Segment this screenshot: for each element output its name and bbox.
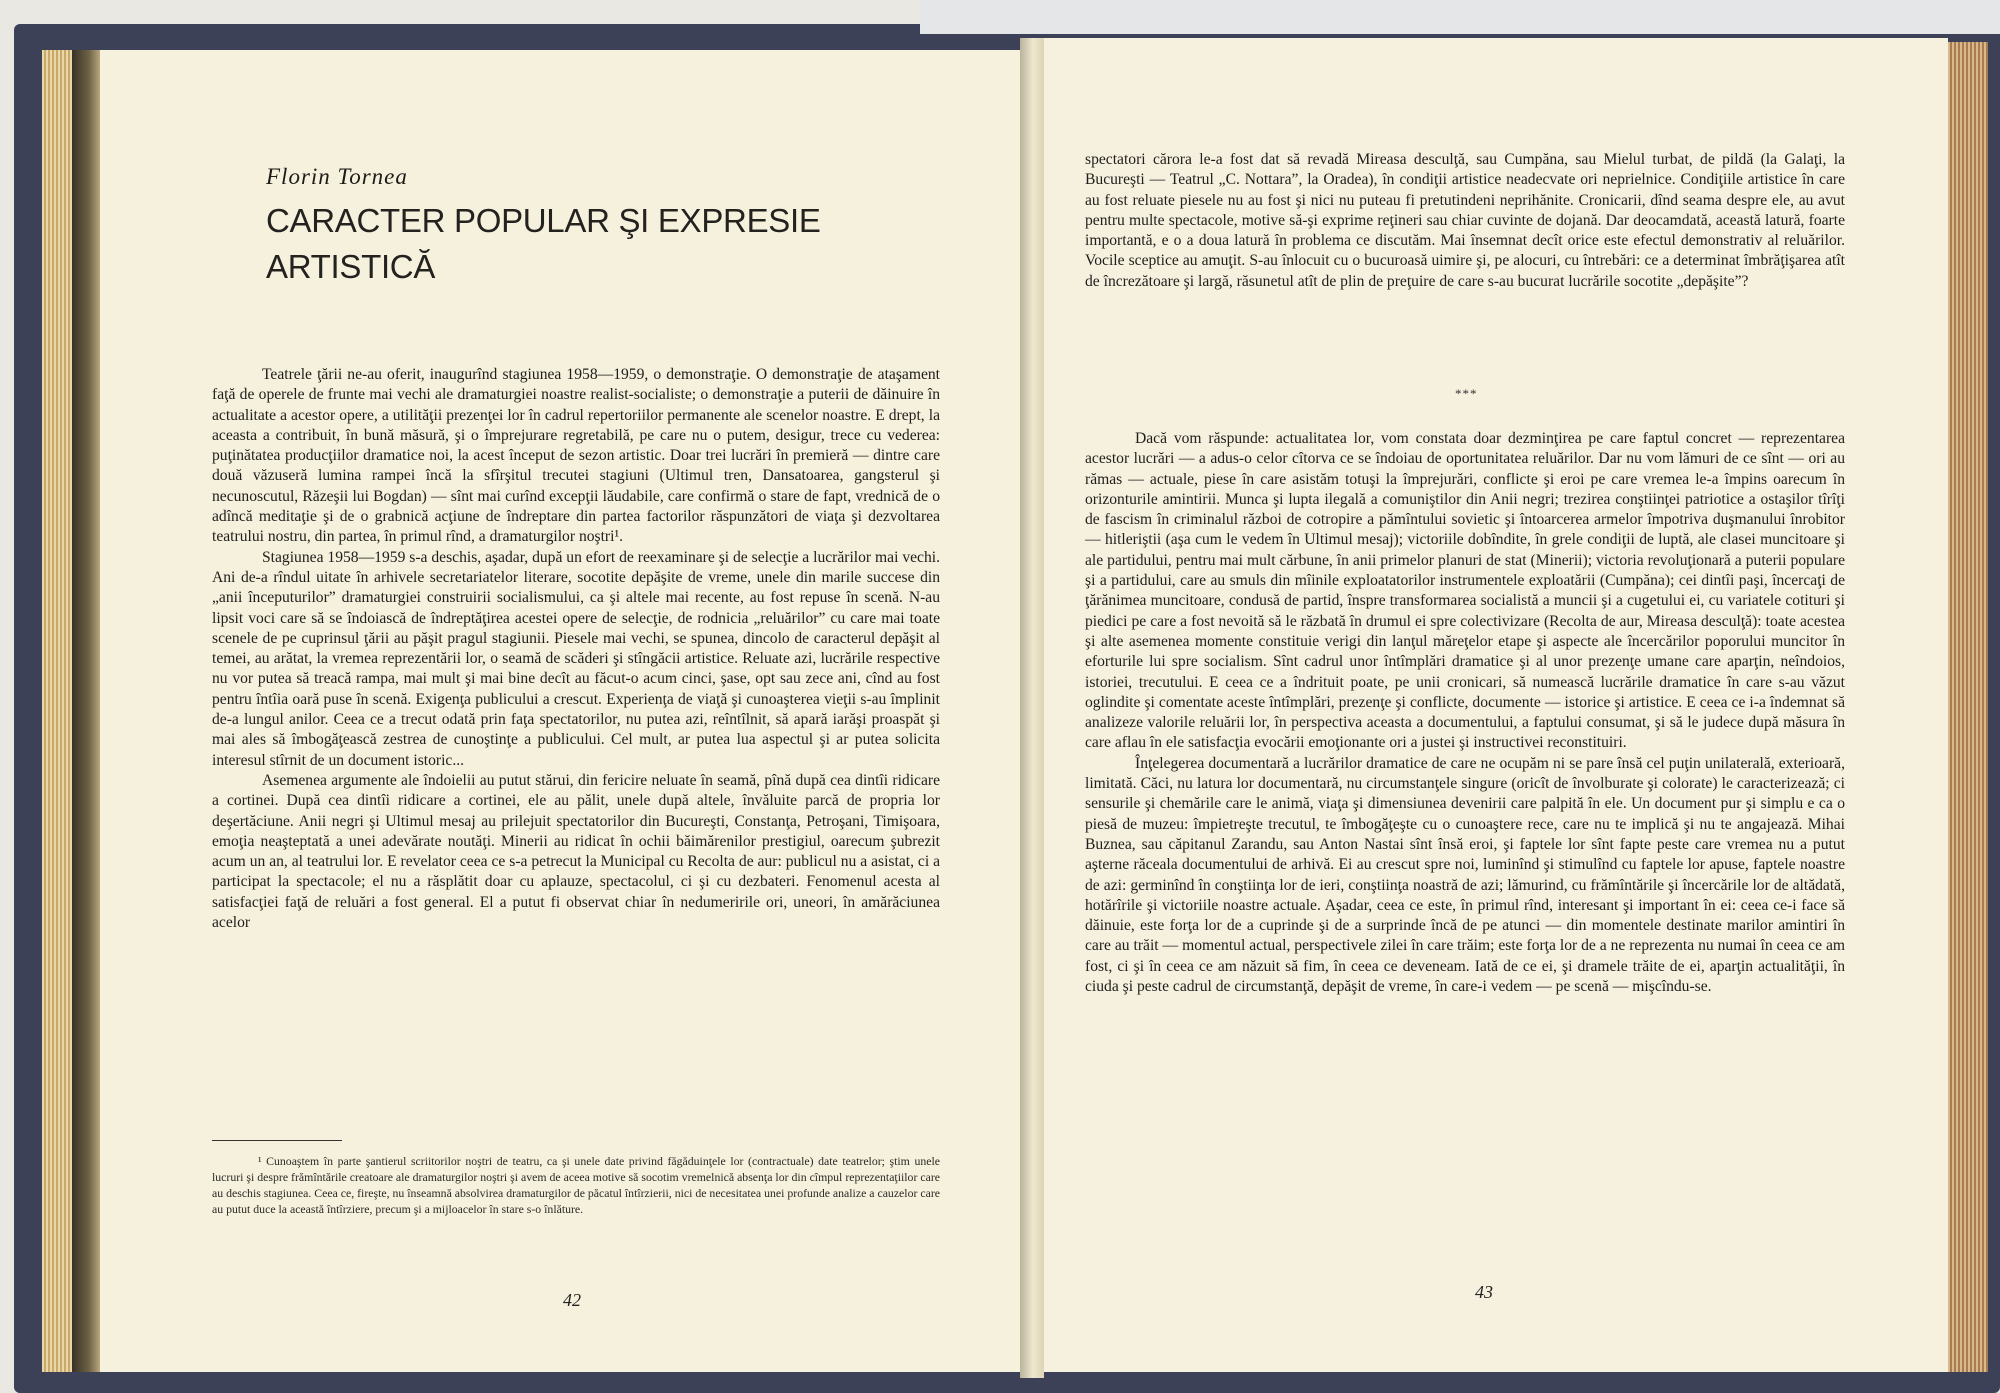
book-spine xyxy=(1020,38,1044,1378)
section-separator: *** xyxy=(1455,386,1478,401)
left-page-body xyxy=(212,365,940,933)
page-edges-right xyxy=(1948,42,1988,1372)
paragraph: Dacă vom răspunde: actualitatea lor, vom constata doar dezminţirea pe care faptul concret — reprezentarea acestor lucrări — a adus-o celor cîtorva ce se îndoiau de oportunitatea reluărilor. Dar nu vom lămuri de ce sînt — ori au rămas — actuale, piese în care asistăm totuşi la împrejurări, conflicte şi eroi pe care vremea le-a împins oarecum în orizonturile amintirii. Munca şi lupta ilegală a comuniştilor din Anii negri; trezirea conştiinţei patriotice a ostaşilor tîrîţi de fascism în criminalul război de cotropire a pămîntului sovietic şi întoarcerea armelor împotriva duşmanului înrobitor — hitleriştii (aşa cum le vedem în Ultimul mesaj); victoriile dobîndite, în grele condiţii de luptă, ale clasei muncitoare şi ale partidului, pentru mai mult cărbune, în anii primelor planuri de stat (Minerii); victoria revoluţionară a puterii populare şi a partidului, care au smuls din mîinile exploatatorilor instrumentele exploatării (Cumpăna); cei dintîi paşi, încercaţi de ţărănimea muncitoare, condusă de partid, înspre transformarea socialistă a muncii şi a cugetului ei, cu variatele cotituri şi piedici pe care a fost nevoită să le răzbată în drumul ei spre colectivizare (Recolta de aur, Mireasa desculţă): toate acestea şi alte asemenea momente constituie verigi din lanţul măreţelor etape şi aspecte ale încercărilor poporului muncitor în eforturile lui spre socialism. Sînt cadrul unor întîmplări dramatice şi al unor prezenţe umane care aparţin, neîndoios, istoriei, trecutului. E ceea ce a îndrituit poate, pe unii cronicari, să numească lucrările dramatice în care s-au văzut oglindite şi comentate aceste întîmplări, prezenţe şi conflicte, documente — istorice şi artistice. E ceea ce i-a îndemnat să analizeze valorile reluării lor, în perspectiva aceasta a documentului, a faptului consumat, şi să le judece după măsura în care aflau în ele satisfacţia evocării emoţionante ori a justei şi instructivei reconstituiri. xyxy=(1085,430,1845,752)
paragraph: Stagiunea 1958—1959 s-a deschis, aşadar, după un efort de reexaminare şi de selecţie a lucrărilor mai vechi. Ani de-a rîndul uitate în arhivele secretariatelor literare, socotite depăşite de vreme, unele din marile succese din „anii începuturilor” dramaturgiei construirii socialismului, ca şi altele mai recente, au fost repuse în scenă. N-au lipsit voci care să se îndoiască de îndreptăţirea acestei opere de selecţie, de rodnicia „reluărilor” cu care mai toate scenele de pe cuprinsul ţării au păşit pragul stagiunii. Piesele mai vechi, se spunea, dincolo de caracterul depăşit al temei, au arătat, la vremea reprezentării lor, o seamă de scăderi şi stîngăcii artistice. Reluate azi, lucrările respective nu vor putea să treacă rampa, mai mult şi mai bine decît au făcut-o acum cinci, şase, opt sau zece ani, cînd au fost pentru întîia oară puse în scenă. Exigenţa publicului a crescut. Experienţa de viaţă şi cunoaşterea vieţii s-au împlinit de-a lungul anilor. Ceea ce a trecut odată prin faţa spectatorilor, nu putea azi, reîntîlnit, să apară iarăşi proaspăt şi mai ales să îmbogăţească zestrea de cunoştinţe a publicului. Cel mult, ar putea lua aspectul şi ar putea solicita interesul stîrnit de un document istoric... xyxy=(212,548,940,769)
paragraph: Înţelegerea documentară a lucrărilor dramatice de care ne ocupăm ni se pare însă cel puţin unilaterală, exterioară, limitată. Căci, nu latura lor documentară, nu circumstanţele singure (oricît de învolburate şi colorate) le caracterizează; ci sensurile şi chemările care le animă, viaţa şi dimensiunea devenirii care palpită în ele. Un document pur şi simplu e ca o piesă de muzeu: împietreşte trecutul, te îmbogăţeşte cu o cunoaştere rece, care nu te implică şi nu te angajează. Mihai Buznea, sau căpitanul Zarandu, sau Anton Nastai sînt însă eroi, şi faptele lor sînt fapte peste care vremea nu a putut aşterne răceala documentului de arhivă. Ei au crescut spre noi, luminînd şi stimulînd cu faptele lor apuse, faptele noastre de azi: germinînd în conştiinţa lor de ieri, conştiinţa noastră de azi; lămurind, cu frămîntările şi încercările lor de altădată, hotărîrile şi victoriile noastre actuale. Aşadar, ceea ce este, în primul rînd, interesant şi important în ei: ceea ce-i face să dăinuie, este forţa lor de a cuprinde şi de a surprinde încă de pe atunci — din momentele destinate marilor amintiri în care au trăit — momentul actual, perspectivele zilei în care trăim; este forţa lor de a ne reprezenta nu numai în ceea ce am fost, ci şi în ceea ce am năzuit să fim, în ceea ce deveneam. Iată de ce ei, şi dramele trăite de ei, aparţin actualităţii, în ciuda şi peste cadrul de circumstanţă, depăşit de vreme, în care-i vedem — pe scenă — mişcîndu-se. xyxy=(1085,754,1845,996)
paragraph: Teatrele ţării ne-au oferit, inaugurînd stagiunea 1958—1959, o demonstraţie. O demonstraţie de ataşament faţă de operele de frunte mai vechi ale dramaturgiei noastre realist-socialiste; o demonstraţie a puterii de dăinuire în actualitate a acestor opere, a utilităţii prezenţei lor în cadrul repertoriilor permanente ale scenelor noastre. E drept, la aceasta a contribuit, în bună măsură, şi o împrejurare regretabilă, pe care nu o putem, desigur, trece cu vederea: puţinătatea producţiilor dramatice noi, la acest început de sezon artistic. Doar trei lucrări în premieră — dintre care două văzuseră lumina rampei încă la sfîrşitul trecutei stagiuni (Ultimul tren, Dansatoarea, gangsterul şi necunoscutul, Răzeşii lui Bogdan) — sînt mai curînd excepţii lăudabile, care confirmă o stare de fapt, vrednică de o adîncă meditaţie şi de o grabnică acţiune de îndreptare din partea factorilor răspunzători de viaţa şi dezvoltarea teatrului nostru, din partea, în primul rînd, a dramaturgilor noştri¹. xyxy=(212,366,940,546)
footnote xyxy=(212,1153,940,1217)
page-number-right: 43 xyxy=(1475,1282,1493,1302)
article-title: CARACTER POPULAR ŞI EXPRESIE ARTISTICĂ xyxy=(266,202,821,285)
page-gutter-shadow-left xyxy=(72,50,100,1372)
paragraph: Asemenea argumente ale îndoielii au putut stărui, din fericire neluate în seamă, pînă după cea dintîi ridicare a cortinei. După cea dintîi ridicare a cortinei, ele au pălit, unele după altele, învăluite parcă de propria lor deşertăciune. Anii negri şi Ultimul mesaj au prilejuit spectatorilor din Bucureşti, Constanţa, Petroşani, Timişoara, emoţia neaşteptată a unei adevărate noutăţi. Minerii au ridicat în ochii băimărenilor prestigiul, oarecum şubrezit acum un an, al teatrului lor. E revelator ceea ce s-a petrecut la Municipal cu Recolta de aur: publicul nu a asistat, ci a participat la spectacole; el nu a răsplătit doar cu aplauze, spectacolul, ci şi cu dezbateri. Fenomenul acesta al satisfacţiei faţă de reluări a fost general. El a putut fi observat chiar în nedumeririle ori, uneori, în amărăciunea acelor xyxy=(212,771,940,932)
footnote-text: ¹ Cunoaştem în parte şantierul scriitorilor noştri de teatru, ca şi unele date privind făgăduinţele lor (contractuale) date teatrelor; ştim unele lucruri şi despre frămîntările creatoare ale dramaturgilor noştri şi avem de aceea motive să socotim vremelnică absenţa lor din cîmpul reprezentaţiilor care au deschis stagiunea. Ceea ce, fireşte, nu înseamnă absolvirea dramaturgilor de păcatul întîrzierii, nici de necesitatea unei profunde analize a cauzelor care au putut duce la această întîrziere, precum şi a mijloacelor în stare s-o înlăture. xyxy=(212,1154,940,1216)
right-page-body xyxy=(1085,429,1845,997)
footnote-rule xyxy=(212,1140,342,1141)
background-surface xyxy=(920,0,2000,34)
paragraph: spectatori cărora le-a fost dat să revadă Mireasa desculţă, sau Cumpăna, sau Mielul turbat, de pildă (la Galaţi, la Bucureşti — Teatrul „C. Nottara”, la Oradea), în condiţii artistice neadecvate ori neprielnice. Condiţiile artistice în care au fost reluate piesele nu au fost şi nici nu puteau fi pretutindeni neprihănite. Cronicarii, dînd seama despre ele, au avut pentru multe spectacole, motive să-şi exprime reţineri sau chiar cuvinte de dojană. Dar deocamdată, această latură, foarte importantă, e o a doua latură în problema ce discutăm. Mai însemnat decît orice este efectul demonstrativ al reluărilor. Vocile sceptice au amuţit. S-au înlocuit cu o bucuroasă uimire şi, pe alocuri, cu întrebări: ce a determinat îmbrăţişarea atît de încrezătoare şi largă, răsunetul atît de plin de preţuire de care s-au bucurat lucrările socotite „depăşite”? xyxy=(1085,151,1845,290)
right-page-body-top xyxy=(1085,150,1845,292)
author-name: Florin Tornea xyxy=(266,164,408,189)
page-number-left: 42 xyxy=(563,1290,581,1310)
page-edges-left xyxy=(42,50,76,1372)
